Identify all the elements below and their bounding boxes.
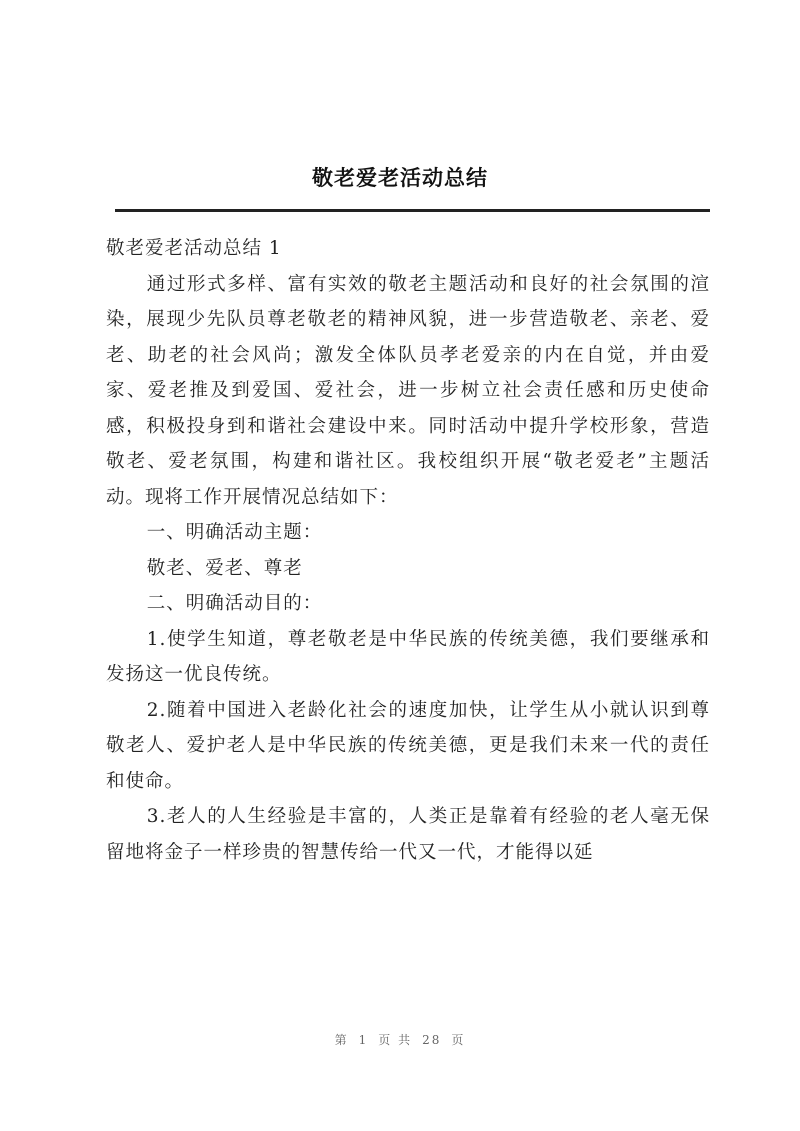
paragraph-goal-2: 2.随着中国进入老龄化社会的速度加快，让学生从小就认识到尊敬老人、爱护老人是中华民族的传统美德，更是我们未来一代的责任和使命。 bbox=[106, 699, 710, 792]
page-title: 敬老爱老活动总结 bbox=[312, 166, 488, 190]
footer-prefix: 第 bbox=[334, 1033, 349, 1047]
title-divider bbox=[115, 209, 710, 212]
footer-current-page: 1 bbox=[358, 1033, 369, 1047]
footer-total-pages: 28 bbox=[422, 1033, 442, 1047]
paragraph-intro: 通过形式多样、富有实效的敬老主题活动和良好的社会氛围的渲染，展现少先队员尊老敬老的精神风貌，进一步营造敬老、亲老、爱老、助老的社会风尚；激发全体队员孝老爱亲的内在自觉，并由爱家、爱老推及到爱国、爱社会，进一步树立社会责任感和历史使命感，积极投身到和谐社会建设中来。同时活动中提升学校形象，营造敬老、爱老氛围，构建和谐社区。我校组织开展“敬老爱老”主题活动。现将工作开展情况总结如下： bbox=[106, 273, 710, 508]
footer-mid: 页 共 bbox=[378, 1033, 413, 1047]
footer-suffix: 页 bbox=[451, 1033, 466, 1047]
paragraph-goal-3: 3.老人的人生经验是丰富的，人类正是靠着有经验的老人毫无保留地将金子一样珍贵的智慧传给一代又一代，才能得以延 bbox=[106, 806, 710, 863]
paragraph-goal-1: 1.使学生知道，尊老敬老是中华民族的传统美德，我们要继承和发扬这一优良传统。 bbox=[106, 628, 710, 685]
section-heading: 敬老爱老活动总结 1 bbox=[106, 238, 282, 259]
heading-activity-theme: 一、明确活动主题： bbox=[146, 522, 323, 543]
heading-activity-goals: 二、明确活动目的： bbox=[146, 593, 323, 614]
document-body bbox=[106, 231, 710, 870]
page-footer bbox=[0, 1030, 800, 1050]
paragraph-theme-content: 敬老、爱老、尊老 bbox=[146, 557, 303, 579]
